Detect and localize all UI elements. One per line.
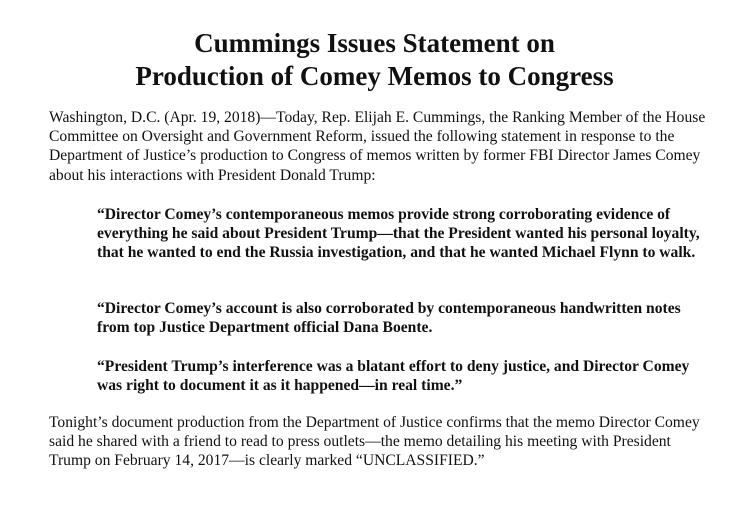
closing-paragraph: Tonight’s document production from the Department of Justice confirms that the memo Director Comey said he shared with a friend to read to press outlets—the memo detailing his meeting with President Trump on February 14, 2017—is clearly marked “UNCLASSIFIED.”	[49, 414, 700, 470]
page-title	[0, 27, 749, 93]
quote-paragraph-3: “President Trump’s interference was a blatant effort to deny justice, and Director Comey was right to document it as it happened—in real time.”	[97, 358, 690, 395]
title-line-2: Production of Comey Memos to Congress	[135, 61, 614, 91]
quote-paragraph-1: “Director Comey’s contemporaneous memos provide strong corroborating evidence of everything he said about President Trump—that the President wanted his personal loyalty, that he wanted to end the Russia investigation, and that he wanted Michael Flynn to walk.	[97, 206, 700, 262]
title-line-1: Cummings Issues Statement on	[194, 28, 555, 58]
intro-paragraph: Washington, D.C. (Apr. 19, 2018)—Today, Rep. Elijah E. Cummings, the Ranking Member of the House Committee on Oversight and Government Reform, issued the following statement in response to the Department of Justice’s production to Congress of memos written by former FBI Director James Comey about his interactions with President Donald Trump:	[49, 109, 706, 184]
quote-paragraph-2: “Director Comey’s account is also corroborated by contemporaneous handwritten notes from top Justice Department official Dana Boente.	[97, 300, 681, 337]
